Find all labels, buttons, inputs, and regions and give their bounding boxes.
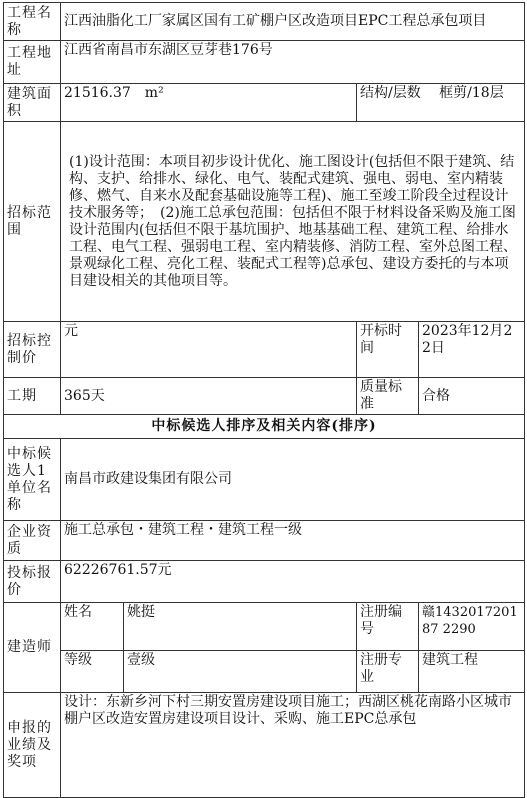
- bid-info-table: [3, 2, 525, 798]
- control-price-value: 元: [61, 322, 357, 378]
- row-candidate-unit: [4, 439, 525, 521]
- builder-label: 建造师: [4, 603, 61, 693]
- project-address-label: 工程地址: [4, 41, 61, 84]
- bid-price-value: 62226761.57元: [61, 561, 525, 603]
- control-price-label: 招标控制价: [4, 322, 61, 378]
- section-title: 中标候选人排序及相关内容(排序): [4, 415, 525, 439]
- row-builder-grade: [4, 651, 525, 693]
- qualification-label: 企业资质: [4, 521, 61, 561]
- reg-no-value: 赣143201720187 2290: [419, 603, 525, 651]
- duration-value: 365天: [61, 378, 357, 415]
- row-project-name: [4, 3, 525, 41]
- open-time-label: 开标时间: [357, 322, 419, 378]
- row-building-area: [4, 84, 525, 122]
- qualification-value: 施工总承包・建筑工程・建筑工程一级: [61, 521, 525, 561]
- row-project-address: [4, 41, 525, 84]
- row-builder-name: [4, 603, 525, 651]
- structure-label: 结构/层数: [360, 85, 421, 101]
- row-duration: [4, 378, 525, 415]
- candidate-unit-value: 南昌市政建设集团有限公司: [61, 439, 525, 521]
- builder-name-value: 姚挺: [124, 603, 357, 651]
- builder-grade-value: 壹级: [124, 651, 357, 693]
- quality-label: 质量标准: [357, 378, 419, 415]
- reg-major-value: 建筑工程: [419, 651, 525, 693]
- row-control-price: [4, 322, 525, 378]
- structure-cell: [357, 84, 525, 122]
- row-qualification: [4, 521, 525, 561]
- row-bid-scope: [4, 122, 525, 322]
- builder-name-label: 姓名: [61, 603, 124, 651]
- quality-value: 合格: [419, 378, 525, 415]
- row-bid-price: [4, 561, 525, 603]
- open-time-value: 2023年12月22日: [419, 322, 525, 378]
- structure-value: 框剪/18层: [439, 85, 504, 101]
- project-address-value: 江西省南昌市东湖区豆芽巷176号: [61, 41, 525, 84]
- bid-result-sheet: [3, 2, 524, 790]
- project-name-label: 工程名称: [4, 3, 61, 41]
- bid-scope-label: 招标范围: [4, 122, 61, 322]
- performance-label: 申报的业绩及奖项: [4, 693, 61, 798]
- candidate-unit-label: 中标候选人1单位名称: [4, 439, 61, 521]
- building-area-value: 21516.37 m²: [61, 84, 357, 122]
- performance-value: 设计：东新乡河下村三期安置房建设项目施工；西湖区桃花南路小区城市棚户区改造安置房建设项目设计、采购、施工EPC总承包: [61, 693, 525, 798]
- reg-major-label: 注册专业: [357, 651, 419, 693]
- building-area-label: 建筑面积: [4, 84, 61, 122]
- project-name-value: 江西油脂化工厂家属区国有工矿棚户区改造项目EPC工程总承包项目: [61, 3, 525, 41]
- row-section-title: [4, 415, 525, 439]
- bid-price-label: 投标报价: [4, 561, 61, 603]
- bid-scope-value: (1)设计范围：本项目初步设计优化、施工图设计(包括但不限于建筑、结构、支护、给排水、绿化、电气、装配式建筑、强电、弱电、室内精装修、燃气、自来水及配套基础设施等工程)、施工至竣工阶段全过程设计技术服务等； (2)施工总承包范围：包括但不限于材料设备采购及施工图设计范围内(包括但不限于基坑围护、地基基础工程、建筑工程、给排水工程、电气工程、强弱电工程、室内精装修、消防工程、室外总图工程、景观绿化工程、亮化工程、装配式工程等)总承包、建设方委托的与本项目建设相关的其他项目等。: [61, 122, 525, 322]
- duration-label: 工期: [4, 378, 61, 415]
- row-performance: [4, 693, 525, 798]
- reg-no-label: 注册编号: [357, 603, 419, 651]
- builder-grade-label: 等级: [61, 651, 124, 693]
